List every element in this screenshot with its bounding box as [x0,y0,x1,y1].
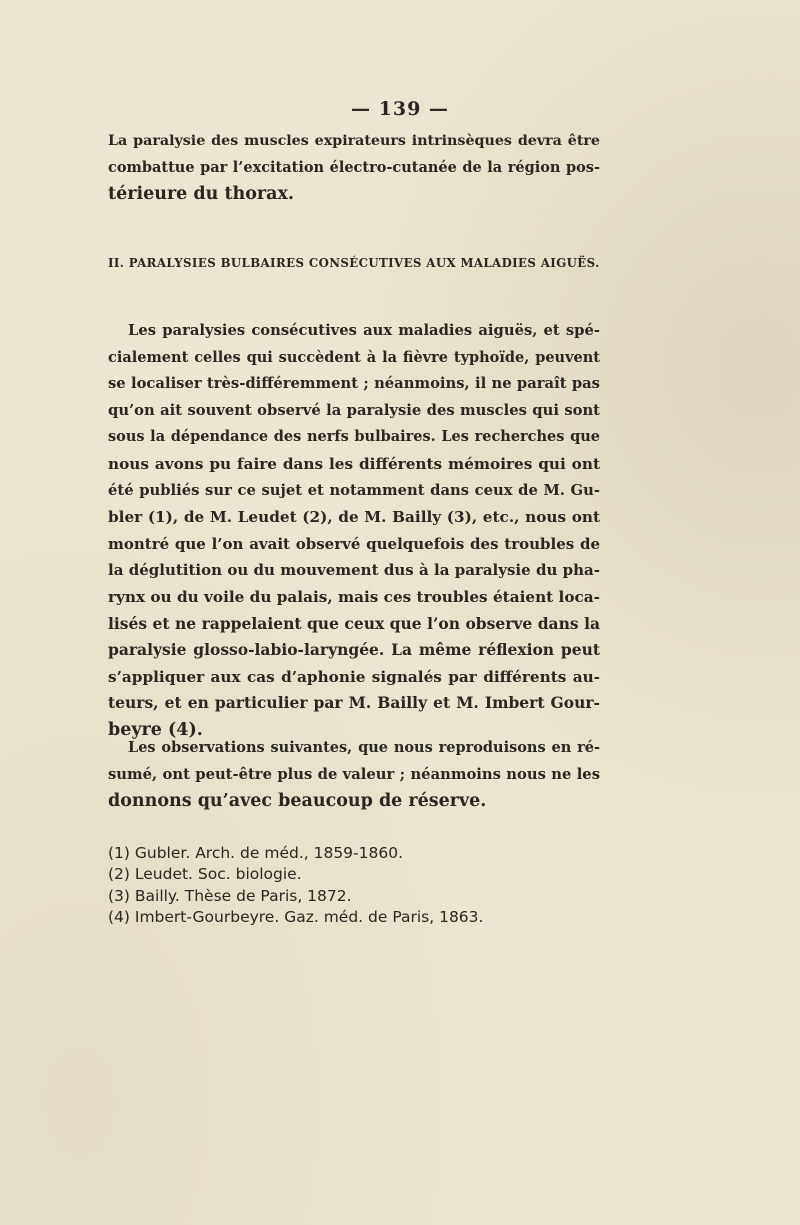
paragraph-1 [108,318,600,744]
text-line: bler (1), de M. Leudet (2), de M. Bailly (3), etc., nous ont [108,508,600,527]
text-line: térieure du thorax. [108,184,295,205]
text-line: cialement celles qui succèdent à la fièvre typhoïde, peuvent [108,348,600,366]
text-line: Les observations suivantes, que nous reproduisons en ré- [128,739,600,756]
text-line: la déglutition ou du mouvement dus à la paralysie du pha- [108,561,600,580]
section-heading: II. PARALYSIES BULBAIRES CONSÉCUTIVES AUX MALADIES AIGUËS. [108,256,600,270]
text-line: paralysie glosso-labio-laryngée. La même réflexion peut [108,640,600,660]
text-line: s’appliquer aux cas d’aphonie signalés par différents au- [108,667,600,686]
text-line: rynx ou du voile du palais, mais ces troubles étaient loca- [108,587,600,606]
footnote: (3) Bailly. Thèse de Paris, 1872. [108,886,352,905]
text-line: sous la dépendance des nerfs bulbaires. Les recherches que [108,428,600,446]
footnotes [108,843,600,928]
text-line: montré que l’on avait observé quelquefois des troubles de [108,534,600,553]
intro-paragraph [108,128,600,208]
text-line: qu’on ait souvent observé la paralysie des muscles qui sont [108,401,600,419]
paragraph-2 [108,735,600,815]
text-line: sumé, ont peut-être plus de valeur ; néanmoins nous ne les [108,765,600,783]
page-number: — 139 — [351,98,449,120]
footnote: (1) Gubler. Arch. de méd., 1859-1860. [108,844,404,862]
text-line: combattue par l’excitation électro-cutanée de la région pos- [108,158,600,176]
text-line: beyre (4). [108,719,203,740]
text-line: La paralysie des muscles expirateurs intrinsèques devra être [108,133,600,149]
text-line: teurs, et en particulier par M. Bailly et M. Imbert Gour- [108,693,600,713]
text-line: été publiés sur ce sujet et notamment dans ceux de M. Gu- [108,481,600,499]
text-line: se localiser très-différemment ; néanmoins, il ne paraît pas [108,375,600,393]
text-line: nous avons pu faire dans les différents mémoires qui ont [108,454,600,473]
text-line: Les paralysies consécutives aux maladies aiguës, et spé- [128,322,600,339]
footnote: (4) Imbert-Gourbeyre. Gaz. méd. de Paris, 1863. [108,907,484,926]
text-line: donnons qu’avec beaucoup de réserve. [108,791,487,812]
footnote: (2) Leudet. Soc. biologie. [108,865,302,884]
text-line: lisés et ne rappelaient que ceux que l’on observe dans la [108,613,600,633]
